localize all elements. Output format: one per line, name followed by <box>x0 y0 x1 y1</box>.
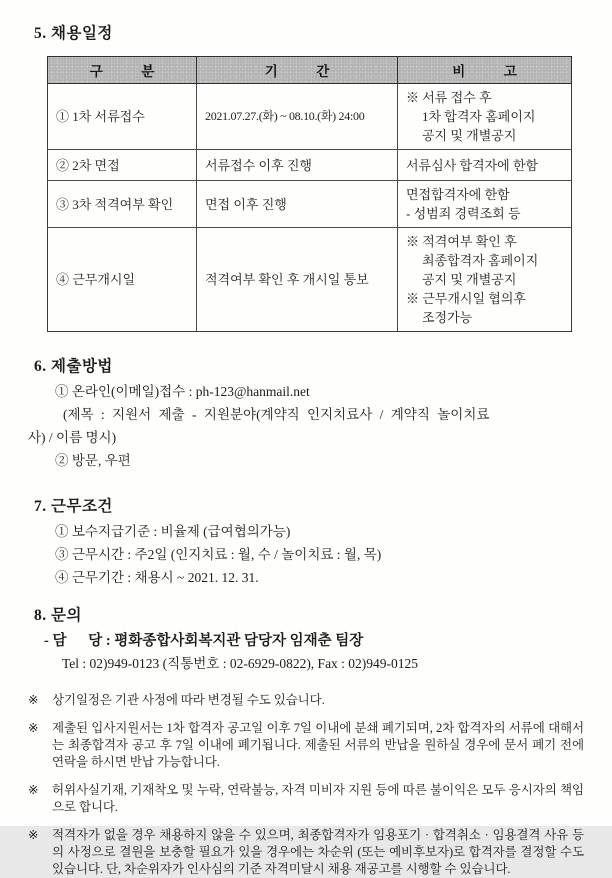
condition-line-hours: ③ 근무시간 : 주2일 (인지치료 : 월, 수 / 놀이치료 : 월, 목) <box>55 547 382 562</box>
submission-line-email: ① 온라인(이메일)접수 : ph-123@hanmail.net <box>55 384 310 399</box>
category-cell: ② 2차 면접 <box>48 150 197 181</box>
schedule-table <box>47 56 572 332</box>
schedule-table-wrap <box>47 56 584 332</box>
remark-line: 최종합격자 홈페이지 <box>422 253 539 268</box>
table-row <box>48 228 572 332</box>
submission-line-subject-cont: 사) / 이름 명시) <box>28 430 117 445</box>
remarks-cell <box>398 228 572 332</box>
table-row <box>48 181 572 228</box>
remark-line: - 성범죄 경력조회 등 <box>406 206 521 221</box>
table-header-row <box>48 57 572 84</box>
inquiry-contact-line: - 담 당 : 평화종합사회복지관 담당자 임재춘 팀장 <box>44 633 364 649</box>
period-cell: 2021.07.27.(화) ~ 08.10.(화) 24:00 <box>197 84 398 150</box>
footnote-text: 적격자가 없을 경우 채용하지 않을 수 있으며, 최종합격자가 임용포기 · 합격취소 · 임용결격 사유 등의 사정으로 결원을 보충할 필요가 있을 경우에는 차순위 (또는 예비후보자)로 합격자를 결정할 수도 있습니다. 단, 차순위자가 인사심의 기준 자격미달시 채용 재공고를 시행할 수 있습니다. <box>52 828 584 876</box>
remarks-cell <box>398 150 572 181</box>
remark-line: 서류심사 합격자에 한함 <box>406 157 539 173</box>
footnote-text: 허위사실기재, 기재착오 및 누락, 연락불능, 자격 미비자 지원 등에 따른 불이익은 모두 응시자의 책임으로 합니다. <box>52 783 584 814</box>
period-cell: 서류접수 이후 진행 <box>197 150 398 181</box>
remark-line: ※ 서류 접수 후 <box>406 90 492 105</box>
remark-line: 면접합격자에 한함 <box>406 187 510 202</box>
footnote-text: 상기일정은 기관 사정에 따라 변경될 수도 있습니다. <box>52 693 325 707</box>
section-inquiry <box>34 606 584 675</box>
table-row <box>48 84 572 150</box>
category-cell: ① 1차 서류접수 <box>48 84 197 150</box>
condition-line-term: ④ 근무기간 : 채용시 ~ 2021. 12. 31. <box>55 570 259 585</box>
footnote-schedule-change <box>28 692 584 709</box>
asterisk-marker-icon: ※ <box>28 783 39 797</box>
submission-line-subject: (제목 : 지원서 제출 - 지원분야(계약직 인지치료사 / 계약직 놀이치료 <box>63 407 490 422</box>
section-6-heading: 6. 제출방법 <box>34 358 113 375</box>
asterisk-marker-icon: ※ <box>28 721 39 735</box>
category-cell: ④ 근무개시일 <box>48 228 197 332</box>
footnote-text: 제출된 입사지원서는 1차 합격자 공고일 이후 7일 이내에 분쇄 폐기되며, 2차 합격자의 서류에 대해서는 최종합격자 공고 후 7일 이내에 폐기됩니다. 제출된 서류의 반납을 원하실 경우에 문서 폐기 전에 연락을 하시면 반납 가능합니다. <box>52 721 584 769</box>
section-conditions <box>34 497 584 589</box>
footnotes <box>28 692 584 878</box>
table-header-remarks: 비 고 <box>398 57 572 84</box>
remark-line: ※ 적격여부 확인 후 <box>406 234 517 249</box>
footnote-no-qualified-candidate <box>28 827 584 878</box>
remark-line: 조정가능 <box>422 310 473 325</box>
asterisk-marker-icon: ※ <box>28 693 39 707</box>
remark-line: 공지 및 개별공지 <box>422 128 517 143</box>
table-row <box>48 150 572 181</box>
remarks-cell <box>398 84 572 150</box>
footnote-document-disposal <box>28 720 584 771</box>
period-cell: 적격여부 확인 후 개시일 통보 <box>197 228 398 332</box>
category-cell: ③ 3차 적격여부 확인 <box>48 181 197 228</box>
section-8-heading: 8. 문의 <box>34 607 82 624</box>
table-header-period: 기 간 <box>197 57 398 84</box>
inquiry-tel-line: Tel : 02)949-0123 (직통번호 : 02-6929-0822), Fax : 02)949-0125 <box>62 656 419 671</box>
remarks-cell <box>398 181 572 228</box>
submission-line-visit-mail: ② 방문, 우편 <box>55 453 131 468</box>
remark-line: ※ 근무개시일 협의후 <box>406 291 526 306</box>
section-7-heading: 7. 근무조건 <box>34 498 113 515</box>
section-5-heading: 5. 채용일정 <box>34 25 113 42</box>
period-cell: 면접 이후 진행 <box>197 181 398 228</box>
section-submission <box>28 357 584 472</box>
footnote-applicant-responsibility <box>28 782 584 816</box>
remark-line: 공지 및 개별공지 <box>422 272 517 287</box>
section-schedule <box>34 24 584 332</box>
remark-line: 1차 합격자 홈페이지 <box>422 109 536 124</box>
table-header-category: 구 분 <box>48 57 197 84</box>
asterisk-marker-icon: ※ <box>28 828 39 842</box>
condition-line-pay: ① 보수지급기준 : 비율제 (급여협의가능) <box>55 524 291 539</box>
